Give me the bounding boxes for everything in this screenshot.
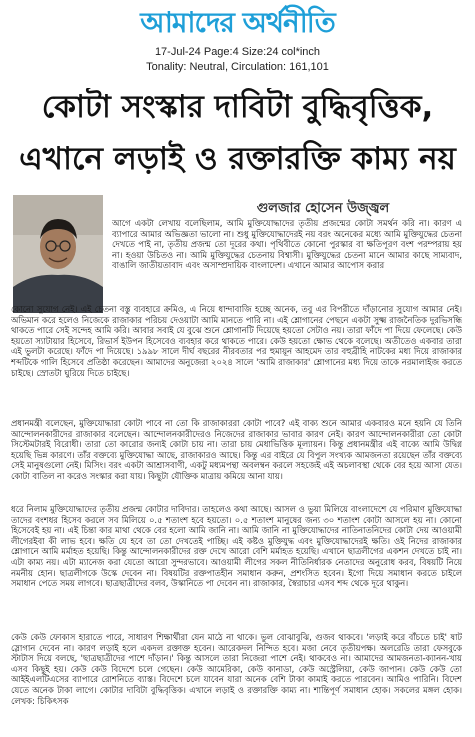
paragraph-1: আগে একটা লেখায় বলেছিলাম, আমি মুক্তিযোদ্ধাদের তৃতীয় প্রজন্মের কোটা সমর্থন করি না। কারণ এ ব্যাপারে আমার অভিজ্ঞতা ভালো না। শুধু মুক্তিযোদ্ধাদেরই নয় বরং অনেকের মধ্যে আমি মুক্তিযুদ্ধের চেতনা দেখতে পাই না, তৃতীয় প্রজন্ম তো দূরের কথা। পৃথিবীতে কোনো পুরস্কার বা ক্ষতিপূরণ বংশ পরম্পরায় হয় না। হওয়া উচিতও না। আমি মুক্তিযুদ্ধের চেতনায় বিশ্বাসী। মুক্তিযুদ্ধের চেতনা মানে আমার কাছে সাম্যবাদ, বাঙালি জাতীয়তাবাদ এবং অসাম্প্রদায়িক বাংলাদেশ। এখানে আমার আপোস করার bbox=[112, 218, 462, 271]
clip-meta-line2: Tonality: Neutral, Circulation: 161,101 bbox=[146, 61, 329, 73]
author-byline: গুলজার হোসেন উজ্জ্বল bbox=[256, 201, 390, 216]
headline-line1: কোটা সংস্কার দাবিটা বুদ্ধিবৃত্তিক, bbox=[41, 89, 434, 125]
clip-meta-line1: 17-Jul-24 Page:4 Size:24 col*inch bbox=[154, 46, 321, 58]
newspaper-logo: আমাদের অর্থনীতি bbox=[140, 6, 335, 39]
paragraph-2: কোনো সুযোগ নেই। এই চেতনা বস্তু ব্যবহারে ক্রমিও, এ নিয়ে ধান্দাবাজি হচ্ছে অনেক, তবু এর বিপরীতে দাঁড়ানোর সুযোগ আমার নেই। অভিমান করে হলেও নিজেকে রাজাকার পরিচয় দেওয়াটা আমি মানতে পারি না। এই শ্লোগানের পেছনে একটা সুক্ষ্ম রাজনৈতিক দুরভিসন্ধি থাকতে পারে সেই সন্দেহ আমি করি। আবার সবাই যে বুঝে শুনে শ্লোগানটি দিয়েছে হয়তো সেটাও নয়। তারা ফাঁদে পা দিয়ে ফেলেছে। কেউ হয়তো স্যাটায়ার হিসেবে, রিভার্স ইউপন হিসেবেও ব্যবহার করে থাকতে পারে। কেউ হয়তো ক্ষোভ থেকে বলেছে। অতীতেও একবার তারা এই ভুলটা করেছে। ফাঁদে পা দিয়েছে। ১৯৯৮ সালে দীর্ঘ বছরের নীরবতার পর হুমায়ূন আহমেদ তার বহুব্রীহি নাটকের মধ্য দিয়ে রাজাকার শব্দটিকে গালি হিসেবে প্রতিষ্ঠা করেছেন। আমাদের অনুজেরা ২০২৪ সালে 'আমি রাজাকার' শ্লোগানের মধ্য দিয়ে তাকে নরমালাইজ করতে চাইছে। স্রোতটা ঘুরিয়ে দিতে চাইছে। bbox=[11, 304, 462, 378]
paragraph-3: প্রধানমন্ত্রী বলেছেন, মুক্তিযোদ্ধারা কোটা পাবে না তো কি রাজাকাররা কোটা পাবে? এই বাক্য শুনে আমার একবারও মনে হয়নি যে তিনি আন্দোলনকারীদের রাজাকার বলেছেন। আন্দোলনকারীদেরও নিজেদের রাজাকার ভাবার কারণ নেই। কারণ আন্দোলনকারীরা তো কোটা সিস্টেমটারই বিরোধী। তারা তো কারোর জন্যই কোটা চায় না। তারা চায় মেধাভিত্তিক মূল্যায়ন। কিন্তু প্রধানমন্ত্রীর এই বাক্যে আমি উদ্বিগ্ন হয়েছি ভিন্ন কারণে। তাঁর বক্তব্যে মুক্তিযোদ্ধা আছে, রাজাকারও আছে। কিন্তু এর বাইরে যে বিপুল সংখ্যক আমজনতা রয়েছেন তাঁর বক্তব্যে সেই মানুষগুলো নেই। মিসিং। বরং একটা আশ্রাসবাণী, একটু মধ্যমপন্থা অবলম্বন করলে সহজেই এই অচলাবস্থা থেকে বের হয়ে আসা যেত। কোটা বাতিল না করেও সংস্কার করা যায়। কিছুটা যৌক্তিক মাত্রায় কমিয়ে আনা যায়। bbox=[11, 418, 462, 481]
headline-line2: এখানে লড়াই ও রক্তারক্তি কাম্য নয় bbox=[19, 141, 456, 177]
paragraph-4: ধরে নিলাম মুক্তিযোদ্ধাদের তৃতীয় প্রজন্ম কোটার দাবিদার। তাহলেও কথা আছে। আসল ও ভুয়া মিলিয়ে বাংলাদেশে যে পরিমাণ মুক্তিযোদ্ধা তাদের বংশধর হিসেব করলে সব মিলিয়ে ০.৫ শতাংশ হবে হয়তো। ০.৫ শতাংশ মানুষের জন্য ৩০ শতাংশ কোটা আসলে হয় না। কোনো হিসেবেই হয় না। এই চিন্তা কার মাথা থেকে বের হলো আমি জানি না। আমি জানি না মুক্তিযোদ্ধাদের নাতিনাতনিদের কোটা দেয় আওয়ামী লীগেরইবা কী লাভ হবে। ক্ষতি যে হবে তা তো দেখতেই পাচ্ছি। এই কষ্টও মুক্তিযুদ্ধ এবং মুক্তিযোদ্ধাদেরই ক্ষতি। ওই নিদের রাজাকার শ্লোগানে আমি মর্মাহত হয়েছি। কিন্তু আন্দোলনকারীদের রক্ত দেখে আরো বেশি মর্মাহত হয়েছি। এখানে ছাত্রলীগের একশন দেখতে চাই না। এটা কাম্য নয়। এটা ম্যানেজ করা যেতো আরো সুন্দরভাবে। আওয়ামী লীগের সকল নীতিনির্ধারক নেতাদের অনুরোধ করব, বিষয়টি নিয়ে নমনীয় হোন। ছাত্রলীগকে উস্কে দেবেন না। বিষয়টির রক্তপাতহীন সমাধান করুন, প্রশংসিত হবেন। ইগো দিয়ে সমাধান করতে চাইলে সমাধান পেতে সময় লাগবে। ছাত্রছাত্রীদের বলব, উস্কানিতে পা দেবেন না। রাজাকার, স্বৈরাচার এসব শব্দ থেকে দূরে থাকুন। bbox=[11, 504, 462, 589]
paragraph-5: কেউ কেউ ফোকাস হারাতে পারে, সাধারণ শিক্ষার্থীরা যেন মাঠে না থাকে। ভুল বোঝাবুঝি, গুজব থাকবে। 'লড়াই করে বাঁচতে চাই' ষাট স্লোগান দেবেন না। কারণ লড়াই হলে একদল রক্তাক্ত হবেন। আরেকদল নিন্দিত হবে। মজা নেবে তৃতীয়পক্ষ। অলরেডি তারা ফেসবুকে স্টাটাস দিয়ে বলছে, 'ছাত্রছাত্রীদের পাশে দাঁড়ান।' কিন্তু আসলে তারা নিজেরা পাশে নেই। থাকবেও না। আমাদের আমজনতা-ক্যানন-খায় এসব কিছুই হয়। কেউ কেউ বিদেশে চলে গেছেন। কেউ আমেরিকা, কেউ কানাডা, কেউ অস্ট্রেলিয়া, কেউ জাপান। কেউ কেউ তো আইইএলটিএসের ব্যাপারে রোশনিতে ব্যাস্ত। বিদেশে চলে যাবেন যারা অনেক বেশি টাকা কামাই করতে পারবেন। আমিও পারিনি। বিদেশ যেতে অনেক টাকা লাগে। কোটার দাবিটা বুদ্ধিবৃত্তিক। এখানে লড়াই ও রক্তারক্তি কাম্য না। শান্তিপূর্ণ সমাধান হোক। সকলের মঙ্গল হোক। লেখক: চিকিৎসক bbox=[11, 632, 462, 706]
